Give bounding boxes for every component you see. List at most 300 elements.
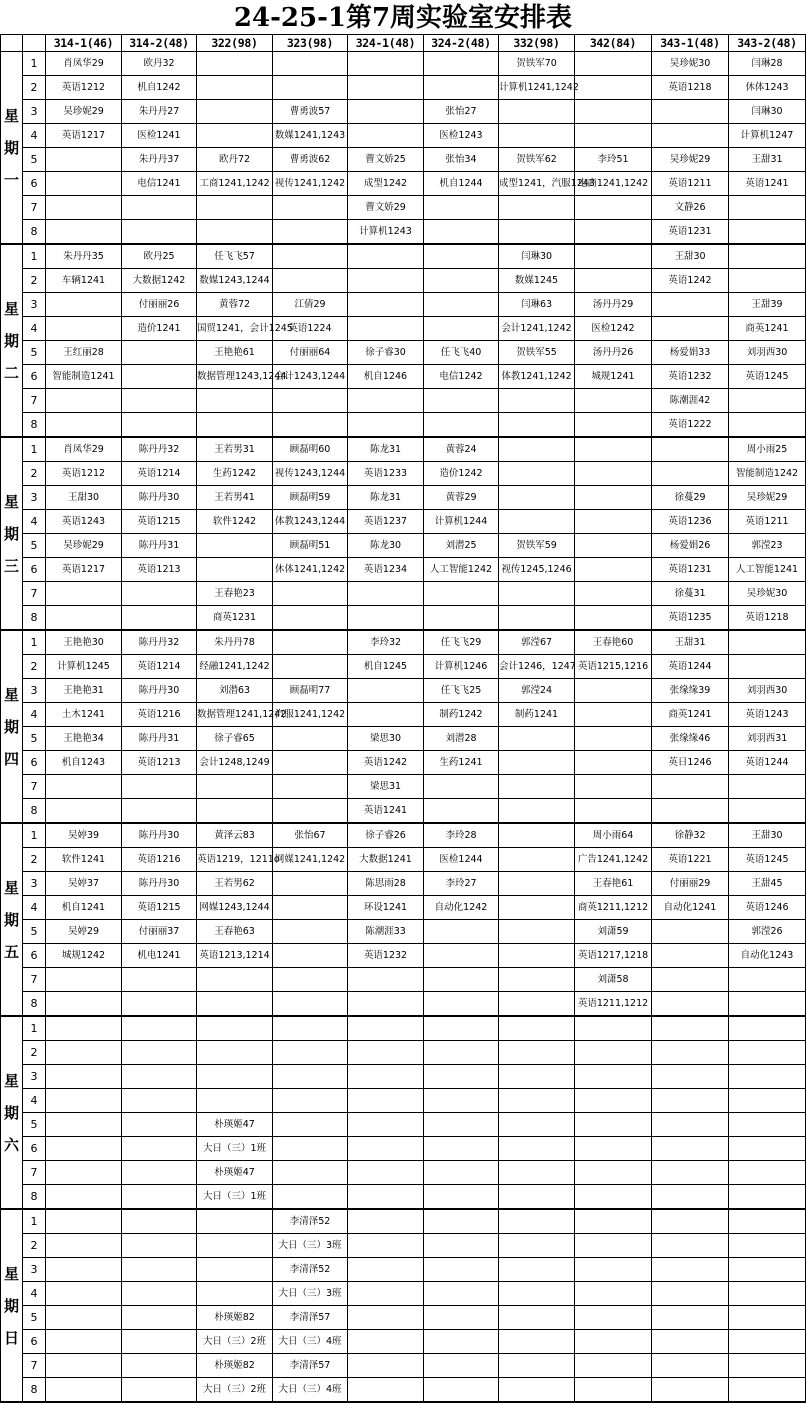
table-row [1, 872, 806, 896]
schedule-cell [122, 582, 197, 606]
schedule-cell [575, 124, 652, 148]
schedule-cell: 黄蓉29 [424, 486, 499, 510]
table-row [1, 510, 806, 534]
schedule-cell [652, 1282, 729, 1306]
period-number: 5 [23, 920, 46, 944]
schedule-cell: 英语1242 [652, 269, 729, 293]
schedule-cell: 机电1241 [122, 944, 197, 968]
schedule-cell: 医检1241 [122, 124, 197, 148]
schedule-cell: 机自1242 [122, 76, 197, 100]
schedule-cell: 大数据1241 [348, 848, 424, 872]
schedule-cell [652, 1234, 729, 1258]
schedule-cell: 英语1242 [348, 751, 424, 775]
period-number: 1 [23, 1209, 46, 1234]
schedule-cell: 城规1242 [46, 944, 122, 968]
schedule-cell [348, 679, 424, 703]
schedule-cell [499, 1161, 575, 1185]
schedule-cell: 顾磊明51 [273, 534, 348, 558]
schedule-cell [652, 944, 729, 968]
schedule-cell [197, 534, 273, 558]
schedule-cell: 徐子睿30 [348, 341, 424, 365]
schedule-cell: 英语1217,1218 [575, 944, 652, 968]
schedule-cell [273, 1137, 348, 1161]
schedule-cell [273, 1113, 348, 1137]
page-title: 24-25-1第7周实验室安排表 [233, 3, 573, 33]
schedule-cell [499, 606, 575, 631]
schedule-cell: 智能制造1241 [46, 365, 122, 389]
schedule-cell [197, 196, 273, 220]
schedule-cell: 王甜45 [729, 872, 806, 896]
schedule-cell [424, 1258, 499, 1282]
schedule-cell [197, 389, 273, 413]
schedule-cell: 贺铁军59 [499, 534, 575, 558]
schedule-cell [122, 1306, 197, 1330]
schedule-cell: 网媒1243,1244 [197, 896, 273, 920]
schedule-cell: 陈丹丹30 [122, 872, 197, 896]
period-number: 6 [23, 172, 46, 196]
schedule-cell [46, 196, 122, 220]
schedule-cell: 贺铁军62 [499, 148, 575, 172]
schedule-cell [348, 1234, 424, 1258]
schedule-cell [424, 1234, 499, 1258]
schedule-cell [729, 1378, 806, 1403]
table-row [1, 244, 806, 269]
schedule-cell: 会计1241,1242 [499, 317, 575, 341]
day-label-char: 期 [3, 524, 19, 543]
schedule-cell [348, 1354, 424, 1378]
schedule-cell [424, 413, 499, 438]
schedule-cell: 英语1224 [273, 317, 348, 341]
schedule-cell [575, 462, 652, 486]
schedule-cell: 英语1211 [652, 172, 729, 196]
schedule-cell [197, 799, 273, 824]
schedule-cell: 梁思30 [348, 727, 424, 751]
schedule-cell [499, 823, 575, 848]
schedule-cell: 英语1245 [729, 848, 806, 872]
day-label-char: 二 [3, 363, 19, 382]
schedule-cell [424, 196, 499, 220]
day-label [1, 437, 23, 630]
schedule-cell: 电商1241,1242 [575, 172, 652, 196]
schedule-cell [499, 1089, 575, 1113]
column-header: 343-2(48) [729, 35, 806, 52]
day-label-char: 星 [3, 1071, 19, 1090]
schedule-cell [197, 1209, 273, 1234]
period-number: 4 [23, 124, 46, 148]
schedule-cell [122, 220, 197, 245]
schedule-cell [729, 1258, 806, 1282]
schedule-cell: 商英1241 [729, 317, 806, 341]
day-label-char: 星 [3, 492, 19, 511]
schedule-cell: 闫琳28 [729, 52, 806, 76]
schedule-cell: 英语1219，1211o [197, 848, 273, 872]
period-number: 5 [23, 341, 46, 365]
schedule-cell: 李清泽52 [273, 1209, 348, 1234]
schedule-cell [575, 1113, 652, 1137]
schedule-cell [46, 1209, 122, 1234]
schedule-cell: 机自1244 [424, 172, 499, 196]
schedule-cell [499, 727, 575, 751]
schedule-cell: 李玲32 [348, 630, 424, 655]
schedule-cell [273, 655, 348, 679]
schedule-cell [348, 992, 424, 1017]
schedule-table [0, 34, 806, 1403]
schedule-cell: 曹勇波57 [273, 100, 348, 124]
schedule-cell [575, 1041, 652, 1065]
schedule-cell [652, 1113, 729, 1137]
schedule-cell: 制药1242 [424, 703, 499, 727]
schedule-cell: 汤丹丹29 [575, 293, 652, 317]
schedule-cell: 会计1246，1247 [499, 655, 575, 679]
schedule-cell [424, 76, 499, 100]
schedule-cell [652, 100, 729, 124]
schedule-cell: 曹勇波62 [273, 148, 348, 172]
schedule-cell [424, 1041, 499, 1065]
schedule-cell [575, 751, 652, 775]
schedule-cell: 计算机1243 [348, 220, 424, 245]
schedule-cell: 吴珍妮29 [46, 534, 122, 558]
schedule-cell: 造价1242 [424, 462, 499, 486]
period-number: 7 [23, 775, 46, 799]
schedule-cell: 英语1245 [729, 365, 806, 389]
schedule-cell: 英日1246 [652, 751, 729, 775]
schedule-cell [575, 1234, 652, 1258]
schedule-cell: 朱丹丹37 [122, 148, 197, 172]
schedule-cell [499, 799, 575, 824]
schedule-cell: 汽服1241,1242 [273, 703, 348, 727]
schedule-cell [729, 655, 806, 679]
schedule-cell [273, 582, 348, 606]
schedule-cell [575, 220, 652, 245]
schedule-cell [424, 1378, 499, 1403]
schedule-cell [575, 1016, 652, 1041]
schedule-cell [652, 462, 729, 486]
day-label [1, 823, 23, 1016]
schedule-cell [499, 462, 575, 486]
table-row [1, 1089, 806, 1113]
schedule-cell [348, 582, 424, 606]
schedule-cell: 英语1213,1214 [197, 944, 273, 968]
schedule-cell [652, 992, 729, 1017]
table-row [1, 896, 806, 920]
schedule-cell: 机自1245 [348, 655, 424, 679]
schedule-cell: 城规1241 [575, 365, 652, 389]
schedule-cell [122, 968, 197, 992]
schedule-cell: 电信1242 [424, 365, 499, 389]
period-number: 7 [23, 1161, 46, 1185]
schedule-cell [575, 606, 652, 631]
schedule-cell: 大日（三）2班 [197, 1330, 273, 1354]
schedule-cell [499, 413, 575, 438]
schedule-cell: 休体1243 [729, 76, 806, 100]
day-label-char: 日 [3, 1328, 19, 1347]
schedule-cell: 任飞飞40 [424, 341, 499, 365]
period-number: 6 [23, 558, 46, 582]
table-row [1, 823, 806, 848]
schedule-cell: 陈潮涯33 [348, 920, 424, 944]
period-number: 1 [23, 52, 46, 76]
schedule-cell: 英语1215 [122, 510, 197, 534]
table-row [1, 52, 806, 76]
schedule-cell: 视传1245,1246 [499, 558, 575, 582]
schedule-cell [499, 1234, 575, 1258]
schedule-cell: 周小雨64 [575, 823, 652, 848]
schedule-cell [122, 1137, 197, 1161]
schedule-cell: 英语1211,1212 [575, 992, 652, 1017]
schedule-cell: 英语1241 [729, 172, 806, 196]
schedule-cell [499, 944, 575, 968]
schedule-cell [122, 1016, 197, 1041]
schedule-cell [46, 1234, 122, 1258]
period-number: 3 [23, 100, 46, 124]
schedule-cell [348, 1330, 424, 1354]
schedule-cell: 吴婷37 [46, 872, 122, 896]
schedule-cell: 英语1232 [348, 944, 424, 968]
schedule-cell [575, 76, 652, 100]
period-number: 4 [23, 896, 46, 920]
day-label [1, 244, 23, 437]
corner-cell [1, 35, 23, 52]
period-number: 4 [23, 1282, 46, 1306]
schedule-cell [46, 413, 122, 438]
table-row [1, 751, 806, 775]
schedule-cell [46, 1306, 122, 1330]
period-number: 2 [23, 462, 46, 486]
schedule-cell [424, 220, 499, 245]
schedule-cell [348, 244, 424, 269]
period-number: 4 [23, 1089, 46, 1113]
schedule-cell [348, 1378, 424, 1403]
schedule-cell [273, 196, 348, 220]
schedule-cell [499, 220, 575, 245]
table-row [1, 341, 806, 365]
schedule-cell: 任飞飞29 [424, 630, 499, 655]
table-row [1, 727, 806, 751]
schedule-cell [729, 196, 806, 220]
period-number: 5 [23, 727, 46, 751]
schedule-cell [273, 220, 348, 245]
schedule-cell: 陈丹丹30 [122, 823, 197, 848]
day-label-char: 期 [3, 138, 19, 157]
schedule-cell [575, 1089, 652, 1113]
schedule-cell [499, 1209, 575, 1234]
period-number: 8 [23, 220, 46, 245]
schedule-cell [729, 244, 806, 269]
schedule-cell [652, 317, 729, 341]
schedule-cell: 会计1248,1249 [197, 751, 273, 775]
schedule-cell [197, 76, 273, 100]
period-number: 1 [23, 1016, 46, 1041]
schedule-cell [273, 968, 348, 992]
schedule-cell [652, 1137, 729, 1161]
schedule-cell: 英语1241 [348, 799, 424, 824]
schedule-cell [652, 293, 729, 317]
schedule-cell [424, 1089, 499, 1113]
schedule-cell [273, 751, 348, 775]
schedule-cell [348, 1306, 424, 1330]
schedule-cell: 造价1241 [122, 317, 197, 341]
schedule-cell [273, 413, 348, 438]
schedule-cell: 成型1242 [348, 172, 424, 196]
schedule-cell: 王甜31 [652, 630, 729, 655]
schedule-cell: 吴珍妮29 [729, 486, 806, 510]
schedule-cell [575, 413, 652, 438]
schedule-cell: 王甜30 [46, 486, 122, 510]
day-label [1, 1016, 23, 1209]
schedule-cell [652, 124, 729, 148]
schedule-cell: 英语1235 [652, 606, 729, 631]
schedule-cell: 刘潇59 [575, 920, 652, 944]
table-row [1, 124, 806, 148]
schedule-cell [273, 727, 348, 751]
day-label [1, 1209, 23, 1402]
schedule-cell [46, 389, 122, 413]
schedule-cell [575, 727, 652, 751]
schedule-cell: 吴婷29 [46, 920, 122, 944]
column-header: 324-1(48) [348, 35, 424, 52]
schedule-cell: 王甜31 [729, 148, 806, 172]
period-number: 6 [23, 1137, 46, 1161]
schedule-cell: 王艳艳31 [46, 679, 122, 703]
schedule-cell: 李清泽57 [273, 1306, 348, 1330]
column-header: 322(98) [197, 35, 273, 52]
schedule-cell [46, 148, 122, 172]
schedule-cell [348, 1041, 424, 1065]
schedule-cell [273, 389, 348, 413]
schedule-cell [197, 1089, 273, 1113]
schedule-cell: 任飞飞25 [424, 679, 499, 703]
schedule-cell [729, 799, 806, 824]
schedule-cell [499, 848, 575, 872]
column-header: 324-2(48) [424, 35, 499, 52]
schedule-cell [729, 1282, 806, 1306]
schedule-cell [499, 100, 575, 124]
schedule-cell [575, 1378, 652, 1403]
schedule-cell [348, 76, 424, 100]
schedule-cell: 王若男62 [197, 872, 273, 896]
schedule-cell [729, 269, 806, 293]
schedule-cell: 大日（三）1班 [197, 1137, 273, 1161]
schedule-cell: 视传1243,1244 [273, 462, 348, 486]
period-number: 7 [23, 582, 46, 606]
table-row [1, 1282, 806, 1306]
schedule-cell [499, 1041, 575, 1065]
table-row [1, 1016, 806, 1041]
schedule-cell: 郭滢24 [499, 679, 575, 703]
schedule-cell: 人工智能1241 [729, 558, 806, 582]
schedule-cell [652, 1330, 729, 1354]
schedule-cell: 英语1222 [652, 413, 729, 438]
schedule-cell [46, 293, 122, 317]
schedule-cell: 刘羽西31 [729, 727, 806, 751]
schedule-cell [46, 1016, 122, 1041]
schedule-cell [575, 1330, 652, 1354]
schedule-cell: 商英1231 [197, 606, 273, 631]
schedule-cell [348, 52, 424, 76]
schedule-cell [575, 196, 652, 220]
table-row [1, 920, 806, 944]
schedule-cell [575, 679, 652, 703]
schedule-cell: 医检1244 [424, 848, 499, 872]
table-row [1, 486, 806, 510]
schedule-cell [729, 1113, 806, 1137]
schedule-cell: 人工智能1242 [424, 558, 499, 582]
schedule-cell [197, 124, 273, 148]
schedule-cell: 刘潜28 [424, 727, 499, 751]
schedule-cell [499, 1016, 575, 1041]
schedule-cell [122, 365, 197, 389]
schedule-cell [122, 389, 197, 413]
table-row [1, 582, 806, 606]
schedule-cell: 英语1218 [729, 606, 806, 631]
schedule-cell [122, 1209, 197, 1234]
schedule-cell: 计算机1245 [46, 655, 122, 679]
schedule-cell [729, 389, 806, 413]
schedule-cell: 网媒1241,1242 [273, 848, 348, 872]
schedule-cell: 大日（三）1班 [197, 1185, 273, 1210]
schedule-cell: 环设1241 [348, 896, 424, 920]
schedule-cell: 自动化1241 [652, 896, 729, 920]
day-label-char: 星 [3, 685, 19, 704]
schedule-cell [652, 1161, 729, 1185]
schedule-cell: 刘潇58 [575, 968, 652, 992]
schedule-cell: 英语1233 [348, 462, 424, 486]
schedule-cell [729, 1209, 806, 1234]
schedule-cell: 英语1216 [122, 848, 197, 872]
schedule-cell [652, 1041, 729, 1065]
schedule-cell: 吴婷39 [46, 823, 122, 848]
schedule-cell: 计算机1244 [424, 510, 499, 534]
schedule-cell [499, 124, 575, 148]
schedule-cell: 张怡67 [273, 823, 348, 848]
day-label-char: 星 [3, 878, 19, 897]
schedule-cell: 朱丹丹27 [122, 100, 197, 124]
schedule-cell: 王红丽28 [46, 341, 122, 365]
schedule-cell: 顾磊明77 [273, 679, 348, 703]
schedule-cell [575, 244, 652, 269]
period-number: 2 [23, 655, 46, 679]
schedule-cell: 郭滢23 [729, 534, 806, 558]
schedule-cell [729, 220, 806, 245]
schedule-cell: 商英1211,1212 [575, 896, 652, 920]
schedule-cell: 制药1241 [499, 703, 575, 727]
schedule-cell [46, 992, 122, 1017]
table-row [1, 1113, 806, 1137]
schedule-cell [273, 1089, 348, 1113]
schedule-cell [46, 1137, 122, 1161]
schedule-cell: 闫琳30 [499, 244, 575, 269]
schedule-cell: 张怡34 [424, 148, 499, 172]
column-header: 323(98) [273, 35, 348, 52]
schedule-cell [575, 1161, 652, 1185]
schedule-cell [652, 1306, 729, 1330]
schedule-cell [122, 1330, 197, 1354]
schedule-cell: 自动化1242 [424, 896, 499, 920]
schedule-cell: 体教1241,1242 [499, 365, 575, 389]
table-row [1, 1065, 806, 1089]
table-row [1, 944, 806, 968]
schedule-cell [348, 1065, 424, 1089]
schedule-cell: 杨爱娟26 [652, 534, 729, 558]
schedule-cell: 吴珍妮29 [46, 100, 122, 124]
schedule-cell [575, 582, 652, 606]
schedule-cell: 徐子睿65 [197, 727, 273, 751]
schedule-cell: 刘潜63 [197, 679, 273, 703]
schedule-cell: 电信1241 [122, 172, 197, 196]
schedule-cell: 英语1216 [122, 703, 197, 727]
column-header: 332(98) [499, 35, 575, 52]
schedule-cell [499, 1137, 575, 1161]
